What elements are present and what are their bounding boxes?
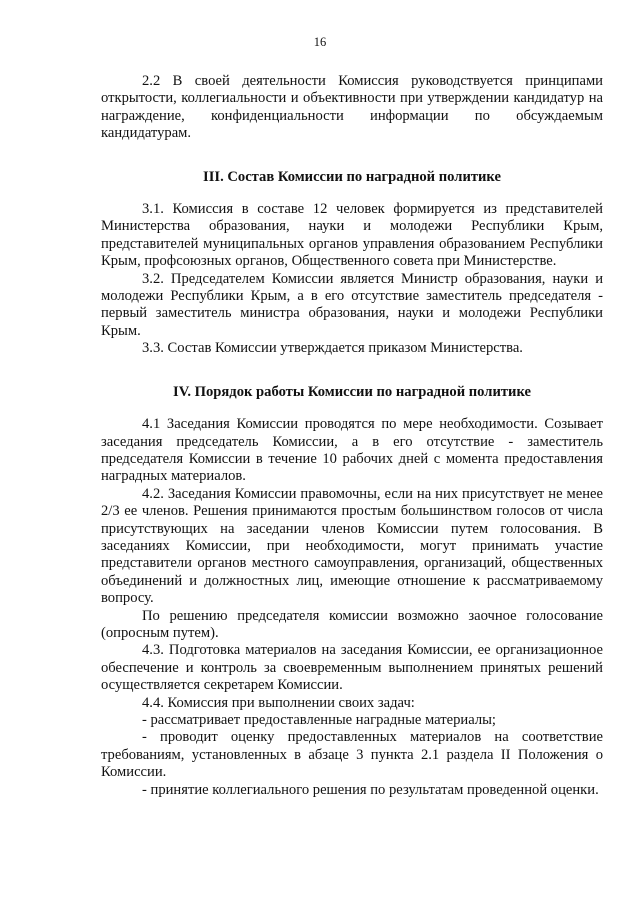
paragraph-3-1: 3.1. Комиссия в составе 12 человек формируется из представителей Министерства образования, науки и молодежи Республики Крым, представителей муниципальных органов управления образованием Республики Крым, профсоюзных органов, Общественного совета при Министерстве. bbox=[101, 201, 603, 270]
list-item-assessment: - проводит оценку предоставленных материалов на соответствие требованиям, установленных в абзаце 3 пункта 2.1 раздела II Положения о Комиссии. bbox=[101, 729, 603, 781]
section-3-title: III. Состав Комиссии по наградной политике bbox=[203, 168, 501, 185]
section-4-title: IV. Порядок работы Комиссии по наградной политике bbox=[173, 383, 531, 400]
paragraph-4-4: 4.4. Комиссия при выполнении своих задач: bbox=[142, 694, 415, 711]
paragraph-4-3: 4.3. Подготовка материалов на заседания Комиссии, ее организационное обеспечение и контроль за своевременным выполнением принятых решений осуществляется секретарем Комиссии. bbox=[101, 642, 603, 694]
list-item-review: - рассматривает предоставленные наградные материалы; bbox=[142, 712, 496, 728]
paragraph-3-2: 3.2. Председателем Комиссии является Министр образования, науки и молодежи Республики Крым, а в его отсутствие заместитель председателя - первый заместитель министра образования, науки и молодежи Республики Крым. bbox=[101, 270, 603, 339]
paragraph-3-3: 3.3. Состав Комиссии утверждается приказом Министерства. bbox=[142, 340, 523, 357]
paragraph-4-2: 4.2. Заседания Комиссии правомочны, если на них присутствует не менее 2/3 ее членов. Решения принимаются простым большинством голосов от числа присутствующих на заседании членов Комиссии путем голосования. В заседаниях Комиссии, при необходимости, могут принимать участие представители органов местного самоуправления, организаций, общественных объединений и должностных лиц, имеющие отношение к рассматриваемому вопросу. bbox=[101, 485, 603, 607]
document-body bbox=[101, 73, 603, 799]
paragraph-2-2: 2.2 В своей деятельности Комиссия руководствуется принципами открытости, коллегиальности и объективности при утверждении кандидатур на награждение, конфиденциальности информации по обсуждаемым кандидатурам. bbox=[101, 73, 603, 142]
list-item-decision: - принятие коллегиального решения по результатам проведенной оценки. bbox=[142, 781, 599, 798]
paragraph-4-1: 4.1 Заседания Комиссии проводятся по мере необходимости. Созывает заседания председатель Комиссии, а в его отсутствие - заместитель председателя Комиссии в течение 10 рабочих дней с момента предоставления наградных материалов. bbox=[101, 416, 603, 485]
page-number: 16 bbox=[313, 35, 327, 49]
paragraph-4-2-voting: По решению председателя комиссии возможно заочное голосование (опросным путем). bbox=[101, 607, 603, 641]
